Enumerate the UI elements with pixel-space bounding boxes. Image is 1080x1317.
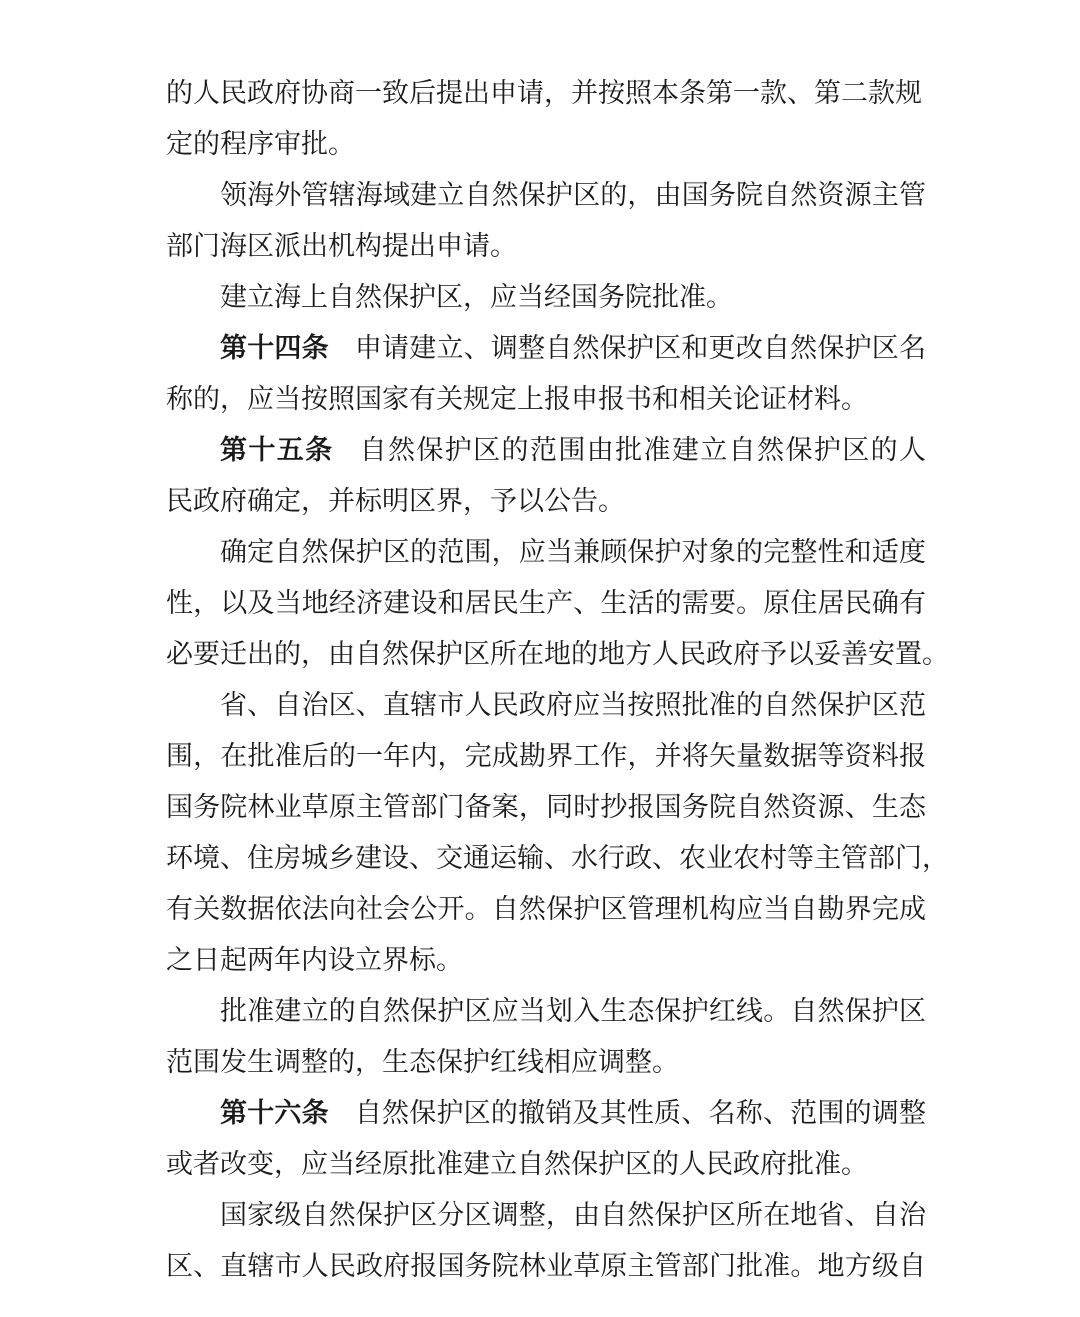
text-line: 性，以及当地经济建设和居民生产、生活的需要。原住居民确有 <box>166 588 926 619</box>
article-heading: 第十六条 <box>220 1098 329 1129</box>
text-line: 建立海上自然保护区，应当经国务院批准。 <box>220 282 733 313</box>
text-line: 的人民政府协商一致后提出申请，并按照本条第一款、第二款规 <box>166 78 922 109</box>
article-line <box>220 1088 926 1139</box>
text-line: 确定自然保护区的范围，应当兼顾保护对象的完整性和适度 <box>220 537 926 568</box>
text-line: 或者改变，应当经原批准建立自然保护区的人民政府批准。 <box>166 1149 868 1180</box>
text-line: 范围发生调整的，生态保护红线相应调整。 <box>166 1047 679 1078</box>
text-line: 区、直辖市人民政府报国务院林业草原主管部门批准。地方级自 <box>166 1251 926 1282</box>
article-text: 自然保护区的撤销及其性质、名称、范围的调整 <box>354 1098 927 1129</box>
text-line: 批准建立的自然保护区应当划入生态保护红线。自然保护区 <box>220 996 926 1027</box>
text-line: 领海外管辖海域建立自然保护区的，由国务院自然资源主管 <box>220 180 926 211</box>
article-line <box>220 425 926 476</box>
text-line: 必要迁出的，由自然保护区所在地的地方人民政府予以妥善安置。 <box>166 639 949 670</box>
text-line: 国家级自然保护区分区调整，由自然保护区所在地省、自治 <box>220 1200 926 1231</box>
text-line: 称的，应当按照国家有关规定上报申报书和相关论证材料。 <box>166 384 868 415</box>
article-heading: 第十五条 <box>220 435 334 466</box>
text-line: 定的程序审批。 <box>166 129 355 160</box>
text-line: 省、自治区、直辖市人民政府应当按照批准的自然保护区范 <box>220 690 926 721</box>
text-line: 国务院林业草原主管部门备案，同时抄报国务院自然资源、生态 <box>166 792 926 823</box>
article-text: 申请建立、调整自然保护区和更改自然保护区名 <box>354 333 927 364</box>
text-line: 环境、住房城乡建设、交通运输、水行政、农业农村等主管部门， <box>166 843 949 874</box>
article-heading: 第十四条 <box>220 333 329 364</box>
text-line: 部门海区派出机构提出申请。 <box>166 231 517 262</box>
text-line: 有关数据依法向社会公开。自然保护区管理机构应当自勘界完成 <box>166 894 926 925</box>
article-line <box>220 323 926 374</box>
text-line: 之日起两年内设立界标。 <box>166 945 463 976</box>
text-line: 民政府确定，并标明区界，予以公告。 <box>166 486 625 517</box>
article-text: 自然保护区的范围由批准建立自然保护区的人 <box>359 435 927 466</box>
text-line: 围，在批准后的一年内，完成勘界工作，并将矢量数据等资料报 <box>166 741 926 772</box>
